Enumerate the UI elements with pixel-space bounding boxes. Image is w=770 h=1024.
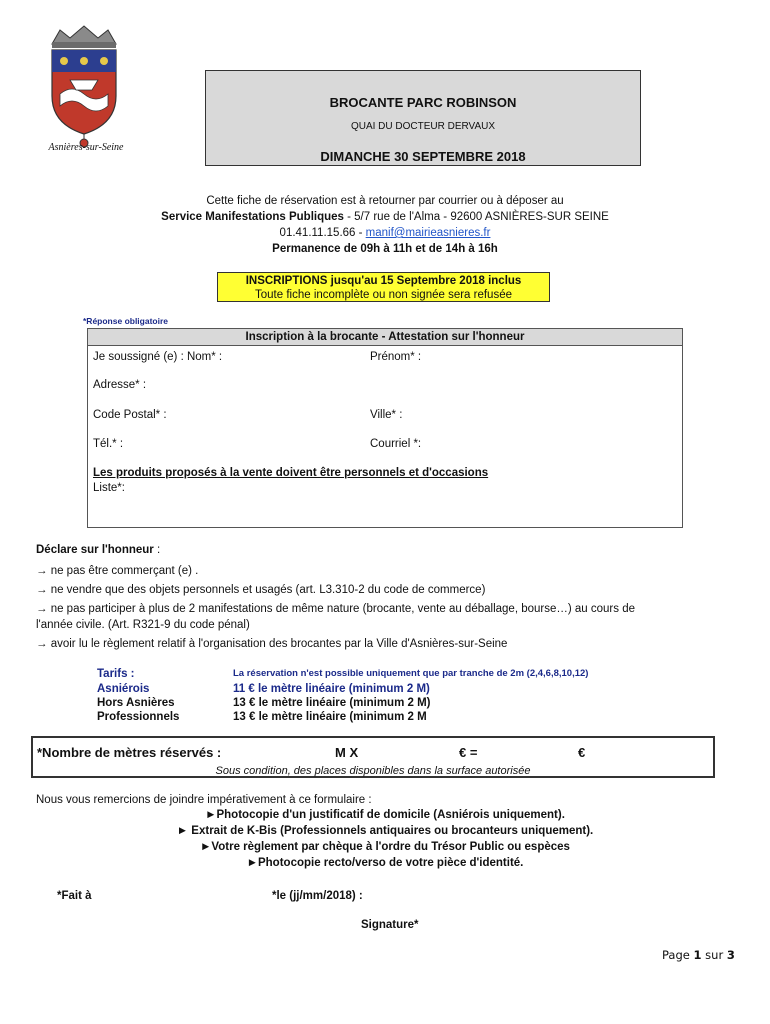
hours: Permanence de 09h à 11h et de 14h à 16h [272, 243, 498, 255]
declaration-heading [36, 544, 160, 556]
document-item: ► Extrait de K-Bis (Professionnels antiquaires ou brocanteurs uniquement). [176, 825, 594, 837]
ville-field[interactable]: Ville* : [370, 409, 403, 421]
availability-condition: Sous condition, des places disponibles dans la surface autorisée [215, 765, 531, 777]
code-postal-field[interactable]: Code Postal* : [93, 409, 167, 421]
event-header [205, 70, 641, 166]
documents-intro: Nous vous remercions de joindre impérativement à ce formulaire : [36, 794, 372, 806]
tarif-label: Professionnels [97, 711, 180, 723]
tarif-price: 13 € le mètre linéaire (minimum 2 M [233, 711, 427, 723]
document-item: ►Photocopie d'un justificatif de domicile (Asniérois uniquement). [205, 809, 565, 821]
deadline-notice [217, 272, 550, 302]
courriel-field[interactable]: Courriel *: [370, 438, 422, 450]
deadline-text: INSCRIPTIONS jusqu'au 15 Septembre 2018 inclus [245, 275, 522, 287]
tarif-price: 13 € le mètre linéaire (minimum 2 M) [233, 697, 431, 709]
page-prefix: Page [662, 948, 694, 962]
document-item: ►Photocopie recto/verso de votre pièce d'identité. [246, 857, 524, 869]
registration-form [87, 328, 683, 528]
page-number [662, 948, 735, 962]
tarifs-note: La réservation n'est possible uniquement que par tranche de 2m (2,4,6,8,10,12) [233, 668, 589, 679]
town-name: Asnières-sur-Seine [48, 142, 124, 153]
price-equals[interactable]: € = [459, 745, 478, 760]
liste-field[interactable]: Liste*: [93, 482, 125, 494]
declaration-item: l'année civile. (Art. R321-9 du code pénal) [36, 619, 250, 631]
event-address: QUAI DU DOCTEUR DERVAUX [350, 121, 496, 132]
meters-multiplier[interactable]: M X [335, 745, 359, 760]
tel-field[interactable]: Tél.* : [93, 438, 124, 450]
adresse-field[interactable]: Adresse* : [93, 379, 147, 391]
form-title: Inscription à la brocante - Attestation sur l'honneur [88, 329, 682, 346]
service-line [0, 211, 770, 223]
fait-a-field[interactable]: *Fait à [57, 890, 92, 902]
contact-line [0, 227, 770, 239]
prenom-field[interactable]: Prénom* : [370, 351, 422, 363]
declaration-heading-text: Déclare sur l'honneur [36, 544, 154, 556]
declaration-item: → ne pas participer à plus de 2 manifestations de même nature (brocante, vente au déballage, bourse…) au cours de [36, 603, 635, 615]
email-link[interactable]: manif@mairieasnieres.fr [365, 227, 491, 239]
nom-field[interactable]: Je soussigné (e) : Nom* : [93, 351, 223, 363]
event-date: DIMANCHE 30 SEPTEMBRE 2018 [320, 149, 526, 164]
tarif-label: Hors Asnières [97, 697, 175, 709]
required-note: *Réponse obligatoire [83, 316, 169, 326]
declaration-item: → ne vendre que des objets personnels et usagés (art. L3.310-2 du code de commerce) [36, 584, 486, 596]
declaration-colon: : [153, 544, 161, 556]
page-total: 3 [726, 948, 735, 962]
town-crest-logo [42, 24, 126, 148]
tarif-label: Asniérois [97, 683, 150, 695]
meters-label: *Nombre de mètres réservés : [37, 745, 222, 760]
products-heading: Les produits proposés à la vente doivent être personnels et d'occasions [93, 467, 489, 479]
declaration-item: → ne pas être commerçant (e) . [36, 565, 199, 577]
total-euro[interactable]: € [578, 745, 586, 760]
signature-field[interactable]: Signature* [361, 919, 419, 931]
date-field[interactable]: *le (jj/mm/2018) : [272, 890, 363, 902]
phone: 01.41.11.15.66 - [279, 227, 366, 239]
document-item: ►Votre règlement par chèque à l'ordre du Trésor Public ou espèces [200, 841, 570, 853]
service-address: - 5/7 rue de l'Alma - 92600 ASNIÈRES-SUR SEINE [343, 211, 609, 223]
page-mid: sur [701, 948, 727, 962]
service-name: Service Manifestations Publiques [161, 211, 344, 223]
tarifs-heading: Tarifs : [97, 668, 135, 680]
meters-reservation-box [31, 736, 715, 778]
page-current: 1 [693, 948, 702, 962]
refusal-text: Toute fiche incomplète ou non signée sera refusée [255, 289, 512, 301]
declaration-item: → avoir lu le règlement relatif à l'organisation des brocantes par la Ville d'Asnières-sur-Seine [36, 638, 508, 650]
intro-line: Cette fiche de réservation est à retourner par courrier ou à déposer au [206, 195, 564, 207]
tarif-price: 11 € le mètre linéaire (minimum 2 M) [233, 683, 430, 695]
event-title: BROCANTE PARC ROBINSON [329, 95, 517, 110]
